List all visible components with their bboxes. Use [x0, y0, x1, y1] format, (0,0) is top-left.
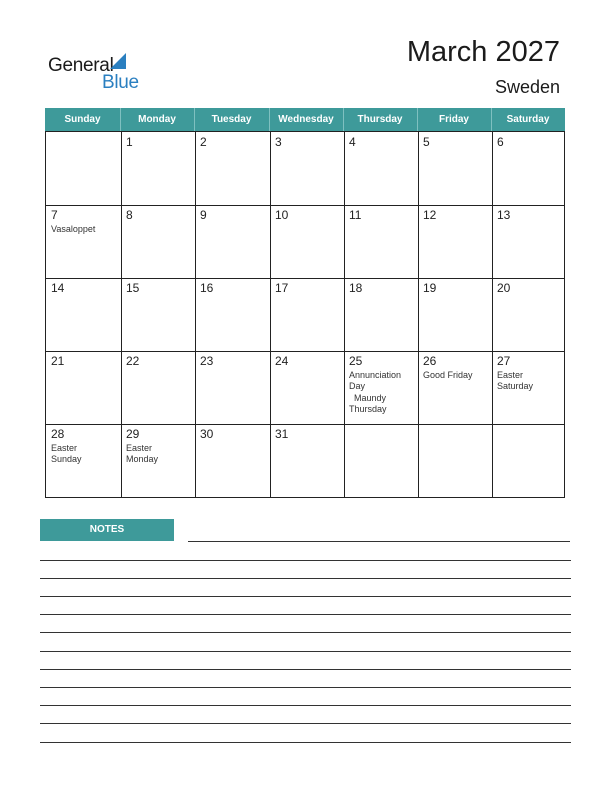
day-number: 15 [126, 281, 140, 295]
holiday-label: Easter Monday [126, 443, 159, 464]
weekday-header [45, 108, 565, 131]
notes-line [40, 596, 571, 597]
day-number: 30 [200, 427, 214, 441]
notes-line [40, 705, 571, 706]
grid-line [46, 424, 564, 425]
holiday-label: Easter Saturday [497, 370, 534, 391]
day-number: 27 [497, 354, 511, 368]
logo-triangle-icon [110, 53, 126, 69]
day-number: 11 [349, 208, 362, 222]
weekday-friday: Friday [438, 114, 469, 125]
grid-line [492, 132, 493, 497]
logo-text-general: General [48, 55, 114, 76]
day-number: 10 [275, 208, 289, 222]
day-number: 8 [126, 208, 133, 222]
notes-line [40, 578, 571, 579]
day-number: 13 [497, 208, 511, 222]
weekday-thursday: Thursday [357, 114, 403, 125]
day-number: 2 [200, 135, 207, 149]
day-number: 12 [423, 208, 437, 222]
day-number: 7 [51, 208, 58, 222]
holiday-label: Annunciation Day [349, 370, 402, 391]
day-number: 5 [423, 135, 430, 149]
day-number: 22 [126, 354, 140, 368]
day-number: 19 [423, 281, 437, 295]
grid-line [46, 205, 564, 206]
day-number: 26 [423, 354, 437, 368]
weekday-sunday: Sunday [64, 114, 101, 125]
notes-line [40, 669, 571, 670]
day-number: 23 [200, 354, 214, 368]
day-number: 25 [349, 354, 363, 368]
day-number: 24 [275, 354, 289, 368]
notes-line [40, 651, 571, 652]
grid-line [418, 132, 419, 497]
day-number: 17 [275, 281, 289, 295]
weekday-monday: Monday [138, 114, 176, 125]
generalblue-logo [48, 52, 158, 92]
day-number: 1 [126, 135, 133, 149]
day-number: 16 [200, 281, 214, 295]
grid-line [344, 132, 345, 497]
weekday-saturday: Saturday [506, 114, 550, 125]
grid-line [195, 132, 196, 497]
page-title: March 2027 [406, 36, 560, 68]
day-number: 9 [200, 208, 207, 222]
logo-text-blue: Blue [102, 72, 139, 93]
notes-line [40, 560, 571, 561]
country-name: Sweden [494, 77, 560, 97]
weekday-tuesday: Tuesday [211, 114, 252, 125]
grid-line [270, 132, 271, 497]
calendar-grid [45, 108, 565, 498]
day-number: 29 [126, 427, 140, 441]
notes-line [40, 632, 571, 633]
day-number: 4 [349, 135, 356, 149]
day-number: 18 [349, 281, 363, 295]
day-number: 3 [275, 135, 282, 149]
notes-line [40, 742, 571, 743]
day-number: 31 [275, 427, 289, 441]
holiday-label: Easter Sunday [51, 443, 82, 464]
day-number: 6 [497, 135, 504, 149]
weekday-wednesday: Wednesday [278, 114, 334, 125]
grid-line [121, 132, 122, 497]
notes-line [188, 541, 570, 542]
holiday-label: Maundy Thursday [349, 393, 387, 414]
holiday-label: Good Friday [423, 370, 473, 380]
day-number: 28 [51, 427, 65, 441]
day-number: 14 [51, 281, 65, 295]
notes-line [40, 614, 571, 615]
grid-line [46, 278, 564, 279]
day-number: 20 [497, 281, 511, 295]
notes-header: NOTES [40, 519, 174, 541]
notes-line [40, 723, 571, 724]
grid-line [46, 351, 564, 352]
day-number: 21 [51, 354, 65, 368]
notes-line [40, 687, 571, 688]
calendar-body [45, 131, 565, 498]
holiday-label: Vasaloppet [51, 224, 96, 234]
